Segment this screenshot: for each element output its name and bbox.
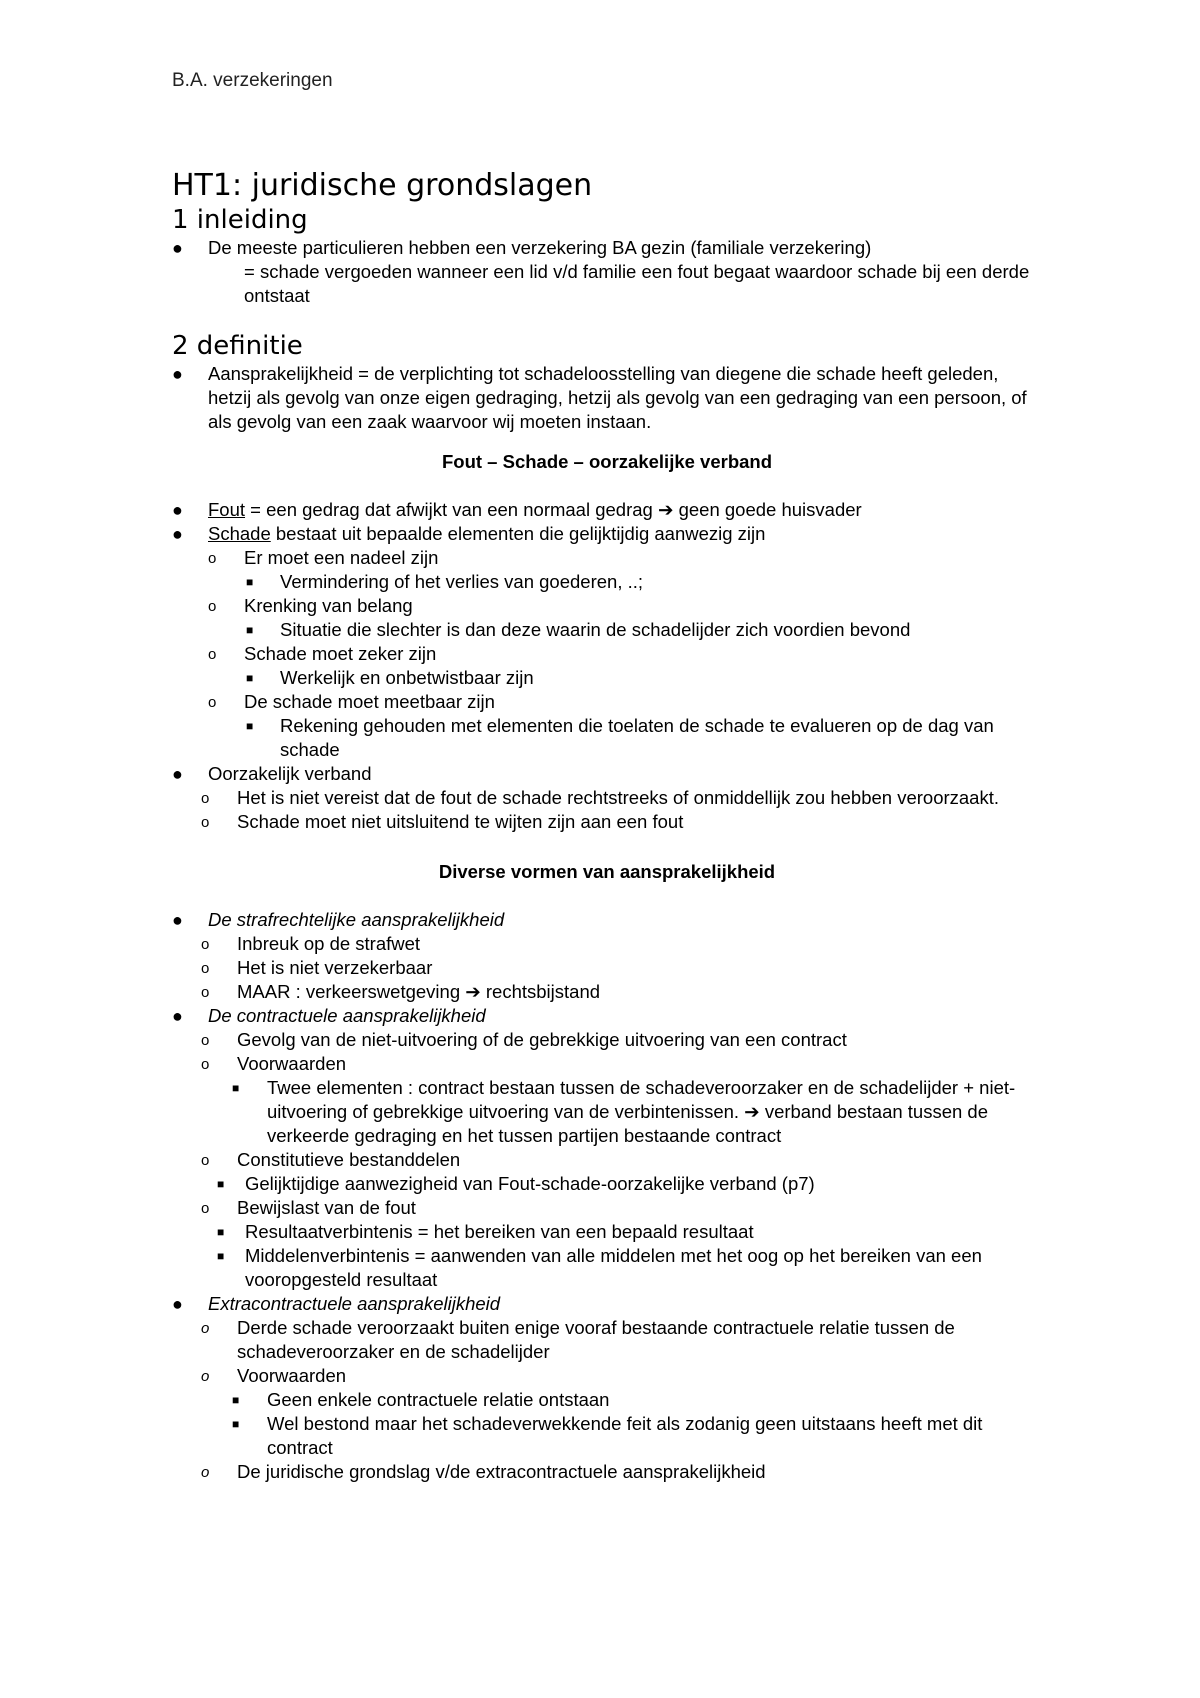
circle-bullet-icon: o: [201, 1464, 210, 1481]
list-item: [172, 1220, 1042, 1244]
circle-bullet-icon: o: [201, 1320, 210, 1337]
square-bullet-icon: ■: [232, 1417, 240, 1431]
list-item: [172, 1388, 1042, 1412]
square-bullet-icon: ■: [246, 623, 254, 637]
list-item: [172, 1316, 1042, 1364]
list-item-text: Rekening gehouden met elementen die toelaten de schade te evalueren op de dag van schade: [280, 715, 994, 760]
square-bullet-icon: ■: [232, 1393, 240, 1407]
list-item: [172, 1172, 1042, 1196]
list-item: [172, 236, 1042, 260]
list-item: [172, 498, 1042, 522]
list-item: [172, 1292, 1042, 1316]
vormen-list: [172, 908, 1042, 1484]
list-item: [172, 1052, 1042, 1076]
bullet-icon: ●: [172, 1006, 183, 1026]
list-item-text: Middelenverbintenis = aanwenden van alle middelen met het oog op het bereiken van een vooropgesteld resultaat: [245, 1245, 982, 1290]
list-item-text: Inbreuk op de strafwet: [237, 933, 421, 954]
list-item-text: Derde schade veroorzaakt buiten enige vooraf bestaande contractuele relatie tussen de schadeveroorzaker en de schadelijder: [237, 1317, 955, 1362]
circle-bullet-icon: o: [201, 960, 210, 977]
list-item-text: De contractuele aansprakelijkheid: [208, 1005, 486, 1026]
circle-bullet-icon: o: [201, 984, 210, 1001]
list-item: [172, 546, 1042, 570]
square-bullet-icon: ■: [246, 671, 254, 685]
list-item-text: Vermindering of het verlies van goederen, ..;: [280, 571, 644, 592]
circle-bullet-icon: o: [201, 936, 210, 953]
bullet-icon: ●: [172, 1294, 183, 1314]
page-title: HT1: juridische grondslagen: [172, 168, 593, 203]
circle-bullet-icon: o: [201, 814, 210, 831]
list-item-text: Constitutieve bestanddelen: [237, 1149, 461, 1170]
circle-bullet-icon: o: [201, 1032, 210, 1049]
bullet-icon: ●: [172, 364, 183, 384]
list-item: [172, 666, 1042, 690]
list-item: [172, 522, 1042, 546]
list-item-text: Schade moet niet uitsluitend te wijten zijn aan een fout: [237, 811, 684, 832]
square-bullet-icon: ■: [217, 1225, 225, 1239]
list-item-text: Wel bestond maar het schadeverwekkende feit als zodanig geen uitstaans heeft met dit contract: [267, 1413, 983, 1458]
list-item-text: Geen enkele contractuele relatie ontstaan: [267, 1389, 610, 1410]
circle-bullet-icon: o: [208, 694, 217, 711]
list-item-text: Extracontractuele aansprakelijkheid: [208, 1293, 501, 1314]
term-schade: Schade: [208, 523, 271, 544]
list-item: [172, 762, 1042, 786]
square-bullet-icon: ■: [246, 575, 254, 589]
list-item-text: = een gedrag dat afwijkt van een normaal gedrag ➔ geen goede huisvader: [245, 499, 862, 520]
inleiding-continuation: = schade vergoeden wanneer een lid v/d familie een fout begaat waardoor schade bij een derde ontstaat: [244, 261, 1030, 306]
document-body: [172, 168, 1042, 1484]
list-item-text: Voorwaarden: [237, 1365, 347, 1386]
circle-bullet-icon: o: [208, 646, 217, 663]
circle-bullet-icon: o: [201, 790, 210, 807]
subheading-vormen: Diverse vormen van aansprakelijkheid: [438, 861, 776, 882]
square-bullet-icon: ■: [217, 1249, 225, 1263]
list-item-text: MAAR : verkeerswetgeving ➔ rechtsbijstand: [237, 981, 601, 1002]
list-item-text: Oorzakelijk verband: [208, 763, 372, 784]
bullet-icon: ●: [172, 500, 183, 520]
square-bullet-icon: ■: [246, 719, 254, 733]
list-item: [172, 594, 1042, 618]
bullet-icon: ●: [172, 238, 183, 258]
list-item: [172, 618, 1042, 642]
list-item-text: De juridische grondslag v/de extracontractuele aansprakelijkheid: [237, 1461, 766, 1482]
circle-bullet-icon: o: [201, 1368, 210, 1385]
list-item: [172, 908, 1042, 932]
list-item-text: Gevolg van de niet-uitvoering of de gebrekkige uitvoering van een contract: [237, 1029, 847, 1050]
list-item-text: Gelijktijdige aanwezigheid van Fout-schade-oorzakelijke verband (p7): [245, 1173, 815, 1194]
list-item-text: Werkelijk en onbetwistbaar zijn: [280, 667, 534, 688]
list-item: [172, 1028, 1042, 1052]
section-heading-definitie: 2 definitie: [172, 331, 303, 361]
list-item-text: Bewijslast van de fout: [237, 1197, 416, 1218]
page-header: B.A. verzekeringen: [172, 70, 333, 91]
list-item-text: De strafrechtelijke aansprakelijkheid: [208, 909, 505, 930]
list-item: [172, 786, 1042, 810]
list-item: [172, 1076, 1042, 1148]
bullet-icon: ●: [172, 910, 183, 930]
fout-schade-list: [172, 498, 1042, 834]
circle-bullet-icon: o: [201, 1056, 210, 1073]
list-item: [172, 690, 1042, 714]
list-item: [172, 1460, 1042, 1484]
list-item: [172, 1412, 1042, 1460]
square-bullet-icon: ■: [232, 1081, 240, 1095]
circle-bullet-icon: o: [201, 1152, 210, 1169]
list-item: [172, 956, 1042, 980]
list-item-text: Er moet een nadeel zijn: [244, 547, 439, 568]
list-item: [172, 570, 1042, 594]
list-item: [172, 980, 1042, 1004]
list-item: [172, 1364, 1042, 1388]
circle-bullet-icon: o: [208, 598, 217, 615]
list-item: [172, 932, 1042, 956]
list-item: [172, 714, 1042, 762]
subheading-fout-schade: Fout – Schade – oorzakelijke verband: [441, 451, 773, 472]
list-item-text: Het is niet vereist dat de fout de schade rechtstreeks of onmiddellijk zou hebben veroorzaakt.: [237, 787, 1000, 808]
list-item: [172, 810, 1042, 834]
list-item-text: De meeste particulieren hebben een verzekering BA gezin (familiale verzekering): [208, 237, 872, 258]
list-item: [172, 362, 1042, 434]
list-item-text: Krenking van belang: [244, 595, 413, 616]
list-item-text: Aansprakelijkheid = de verplichting tot schadeloosstelling van diegene die schade heeft geleden, hetzij als gevolg van onze eigen gedraging, hetzij als gevolg van een gedraging van een persoon, of als gevolg van een zaak waarvoor wij moeten instaan.: [208, 363, 1027, 432]
section-heading-inleiding: 1 inleiding: [172, 205, 308, 235]
term-fout: Fout: [208, 499, 246, 520]
square-bullet-icon: ■: [217, 1177, 225, 1191]
list-item: [172, 1244, 1042, 1292]
list-item-text: Resultaatverbintenis = het bereiken van een bepaald resultaat: [245, 1221, 754, 1242]
list-item: [172, 1196, 1042, 1220]
list-item: [172, 642, 1042, 666]
circle-bullet-icon: o: [201, 1200, 210, 1217]
list-item: [172, 1148, 1042, 1172]
list-item-text: Schade moet zeker zijn: [244, 643, 437, 664]
list-item-text: Situatie die slechter is dan deze waarin de schadelijder zich voordien bevond: [280, 619, 911, 640]
list-item-text: De schade moet meetbaar zijn: [244, 691, 495, 712]
inleiding-list: [172, 236, 1042, 260]
list-item-text: Twee elementen : contract bestaan tussen de schadeveroorzaker en de schadelijder + niet-uitvoering of gebrekkige uitvoering van de verbintenissen. ➔ verband bestaan tussen de verkeerde gedraging en het tussen partijen bestaande contract: [267, 1077, 1016, 1146]
list-item-text: Het is niet verzekerbaar: [237, 957, 433, 978]
bullet-icon: ●: [172, 764, 183, 784]
bullet-icon: ●: [172, 524, 183, 544]
list-item-text: bestaat uit bepaalde elementen die gelijktijdig aanwezig zijn: [270, 523, 766, 544]
list-item: [172, 1004, 1042, 1028]
list-item-text: Voorwaarden: [237, 1053, 347, 1074]
definitie-list: [172, 362, 1042, 434]
circle-bullet-icon: o: [208, 550, 217, 567]
